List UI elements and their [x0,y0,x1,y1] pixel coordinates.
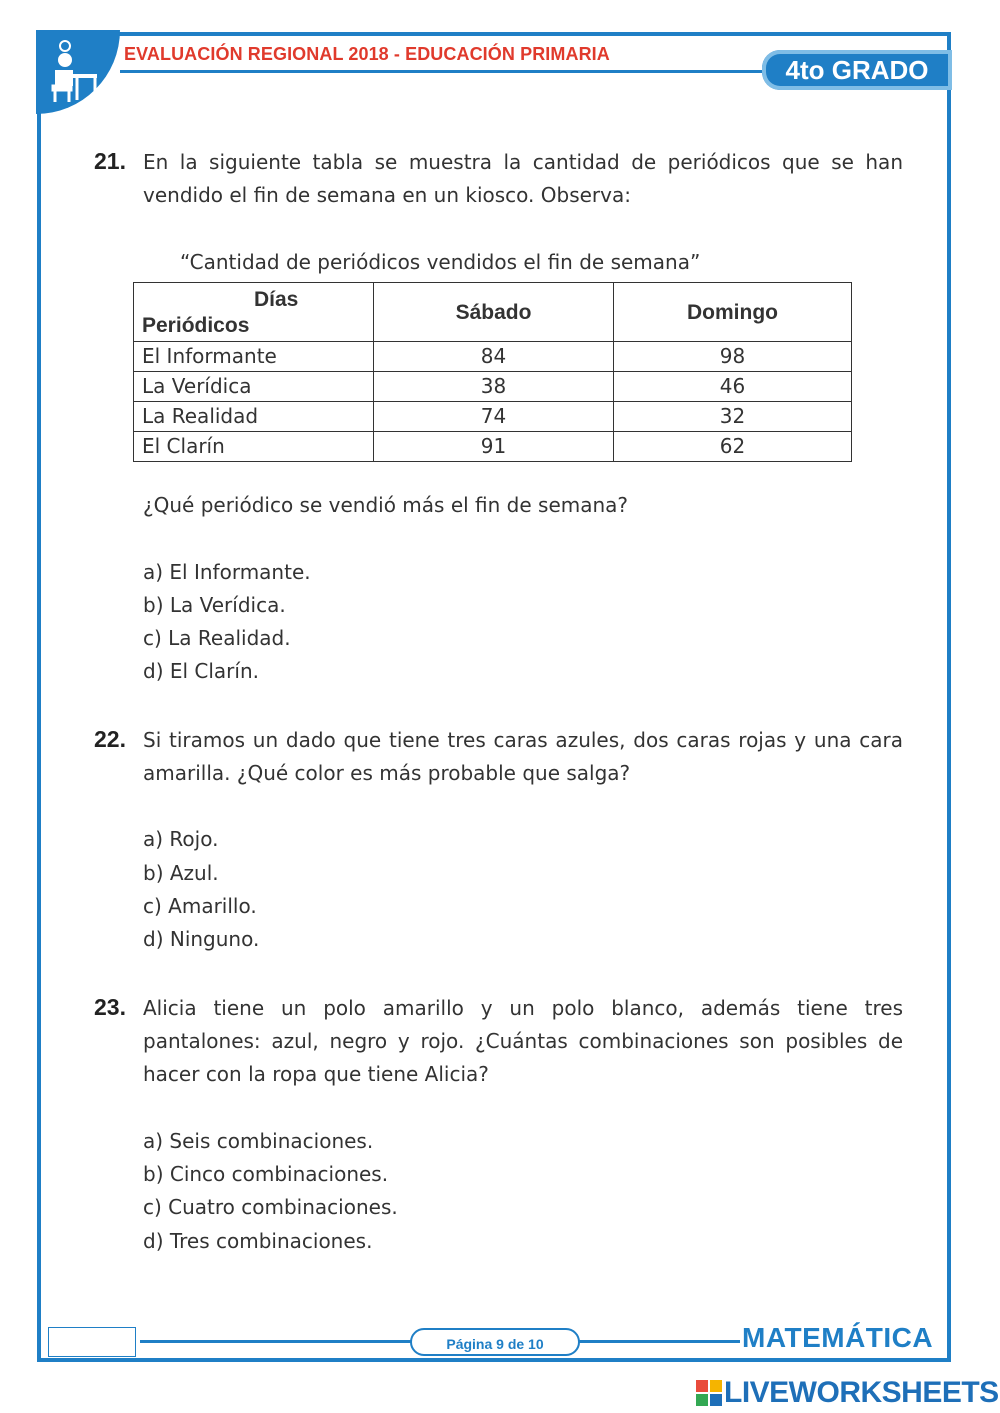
page-number: Página 9 de 10 [410,1328,580,1356]
column-header: Sábado [374,283,614,342]
corner-days-label: Días [254,288,299,311]
table-cell: 98 [614,342,852,372]
table-row [134,402,852,432]
column-header: Domingo [614,283,852,342]
table-cell: 32 [614,402,852,432]
question-number: 22. [94,726,126,752]
answer-option[interactable]: c) Amarillo. [143,894,257,918]
table-cell: 91 [374,432,614,462]
answer-option[interactable]: a) El Informante. [143,560,311,584]
answer-option[interactable]: a) Seis combinaciones. [143,1129,374,1153]
row-label: La Realidad [134,402,374,432]
row-label: La Verídica [134,372,374,402]
answer-option[interactable]: d) El Clarín. [143,659,259,683]
table-row [134,372,852,402]
corner-newspapers-label: Periódicos [142,314,250,337]
answer-option[interactable]: d) Ninguno. [143,927,260,951]
row-label: El Clarín [134,432,374,462]
question-number: 23. [94,994,126,1020]
answer-option[interactable]: b) La Verídica. [143,593,286,617]
table-caption: “Cantidad de periódicos vendidos el fin de semana” [180,250,701,274]
table-row [134,432,852,462]
answer-option[interactable]: c) La Realidad. [143,626,291,650]
subject-label: MATEMÁTICA [742,1322,934,1353]
question-number: 21. [94,148,126,174]
row-label: El Informante [134,342,374,372]
liveworksheets-logo-icon [696,1380,722,1406]
table-cell: 46 [614,372,852,402]
footer-box [48,1327,136,1357]
grade-badge: 4to GRADO [762,50,952,90]
table-corner-header [134,283,374,342]
answer-option[interactable]: b) Azul. [143,861,219,885]
table-header-row [134,283,852,342]
header-title: EVALUACIÓN REGIONAL 2018 - EDUCACIÓN PRIMARIA [124,44,610,64]
answer-option[interactable]: a) Rojo. [143,827,219,851]
question-text: Alicia tiene un polo amarillo y un polo blanco, además tiene tres pantalones: azul, negro y rojo. ¿Cuántas combinaciones son posibles de hacer con la ropa que tiene Alicia? [143,996,903,1086]
watermark [696,1376,999,1410]
table-cell: 74 [374,402,614,432]
newspaper-table [133,282,852,462]
student-at-desk-icon [45,38,105,104]
answer-option[interactable]: c) Cuatro combinaciones. [143,1195,398,1219]
question-prompt: ¿Qué periódico se vendió más el fin de semana? [143,493,629,517]
table-cell: 38 [374,372,614,402]
answer-option[interactable]: d) Tres combinaciones. [143,1229,373,1253]
watermark-text: LIVEWORKSHEETS [724,1376,999,1409]
question-text: En la siguiente tabla se muestra la cantidad de periódicos que se han vendido el fin de semana en un kiosco. Observa: [143,150,903,207]
answer-option[interactable]: b) Cinco combinaciones. [143,1162,389,1186]
table-cell: 62 [614,432,852,462]
header-divider [120,70,762,73]
table-cell: 84 [374,342,614,372]
table-row [134,342,852,372]
question-text: Si tiramos un dado que tiene tres caras azules, dos caras rojas y una cara amarilla. ¿Qué color es más probable que salga? [143,728,903,785]
